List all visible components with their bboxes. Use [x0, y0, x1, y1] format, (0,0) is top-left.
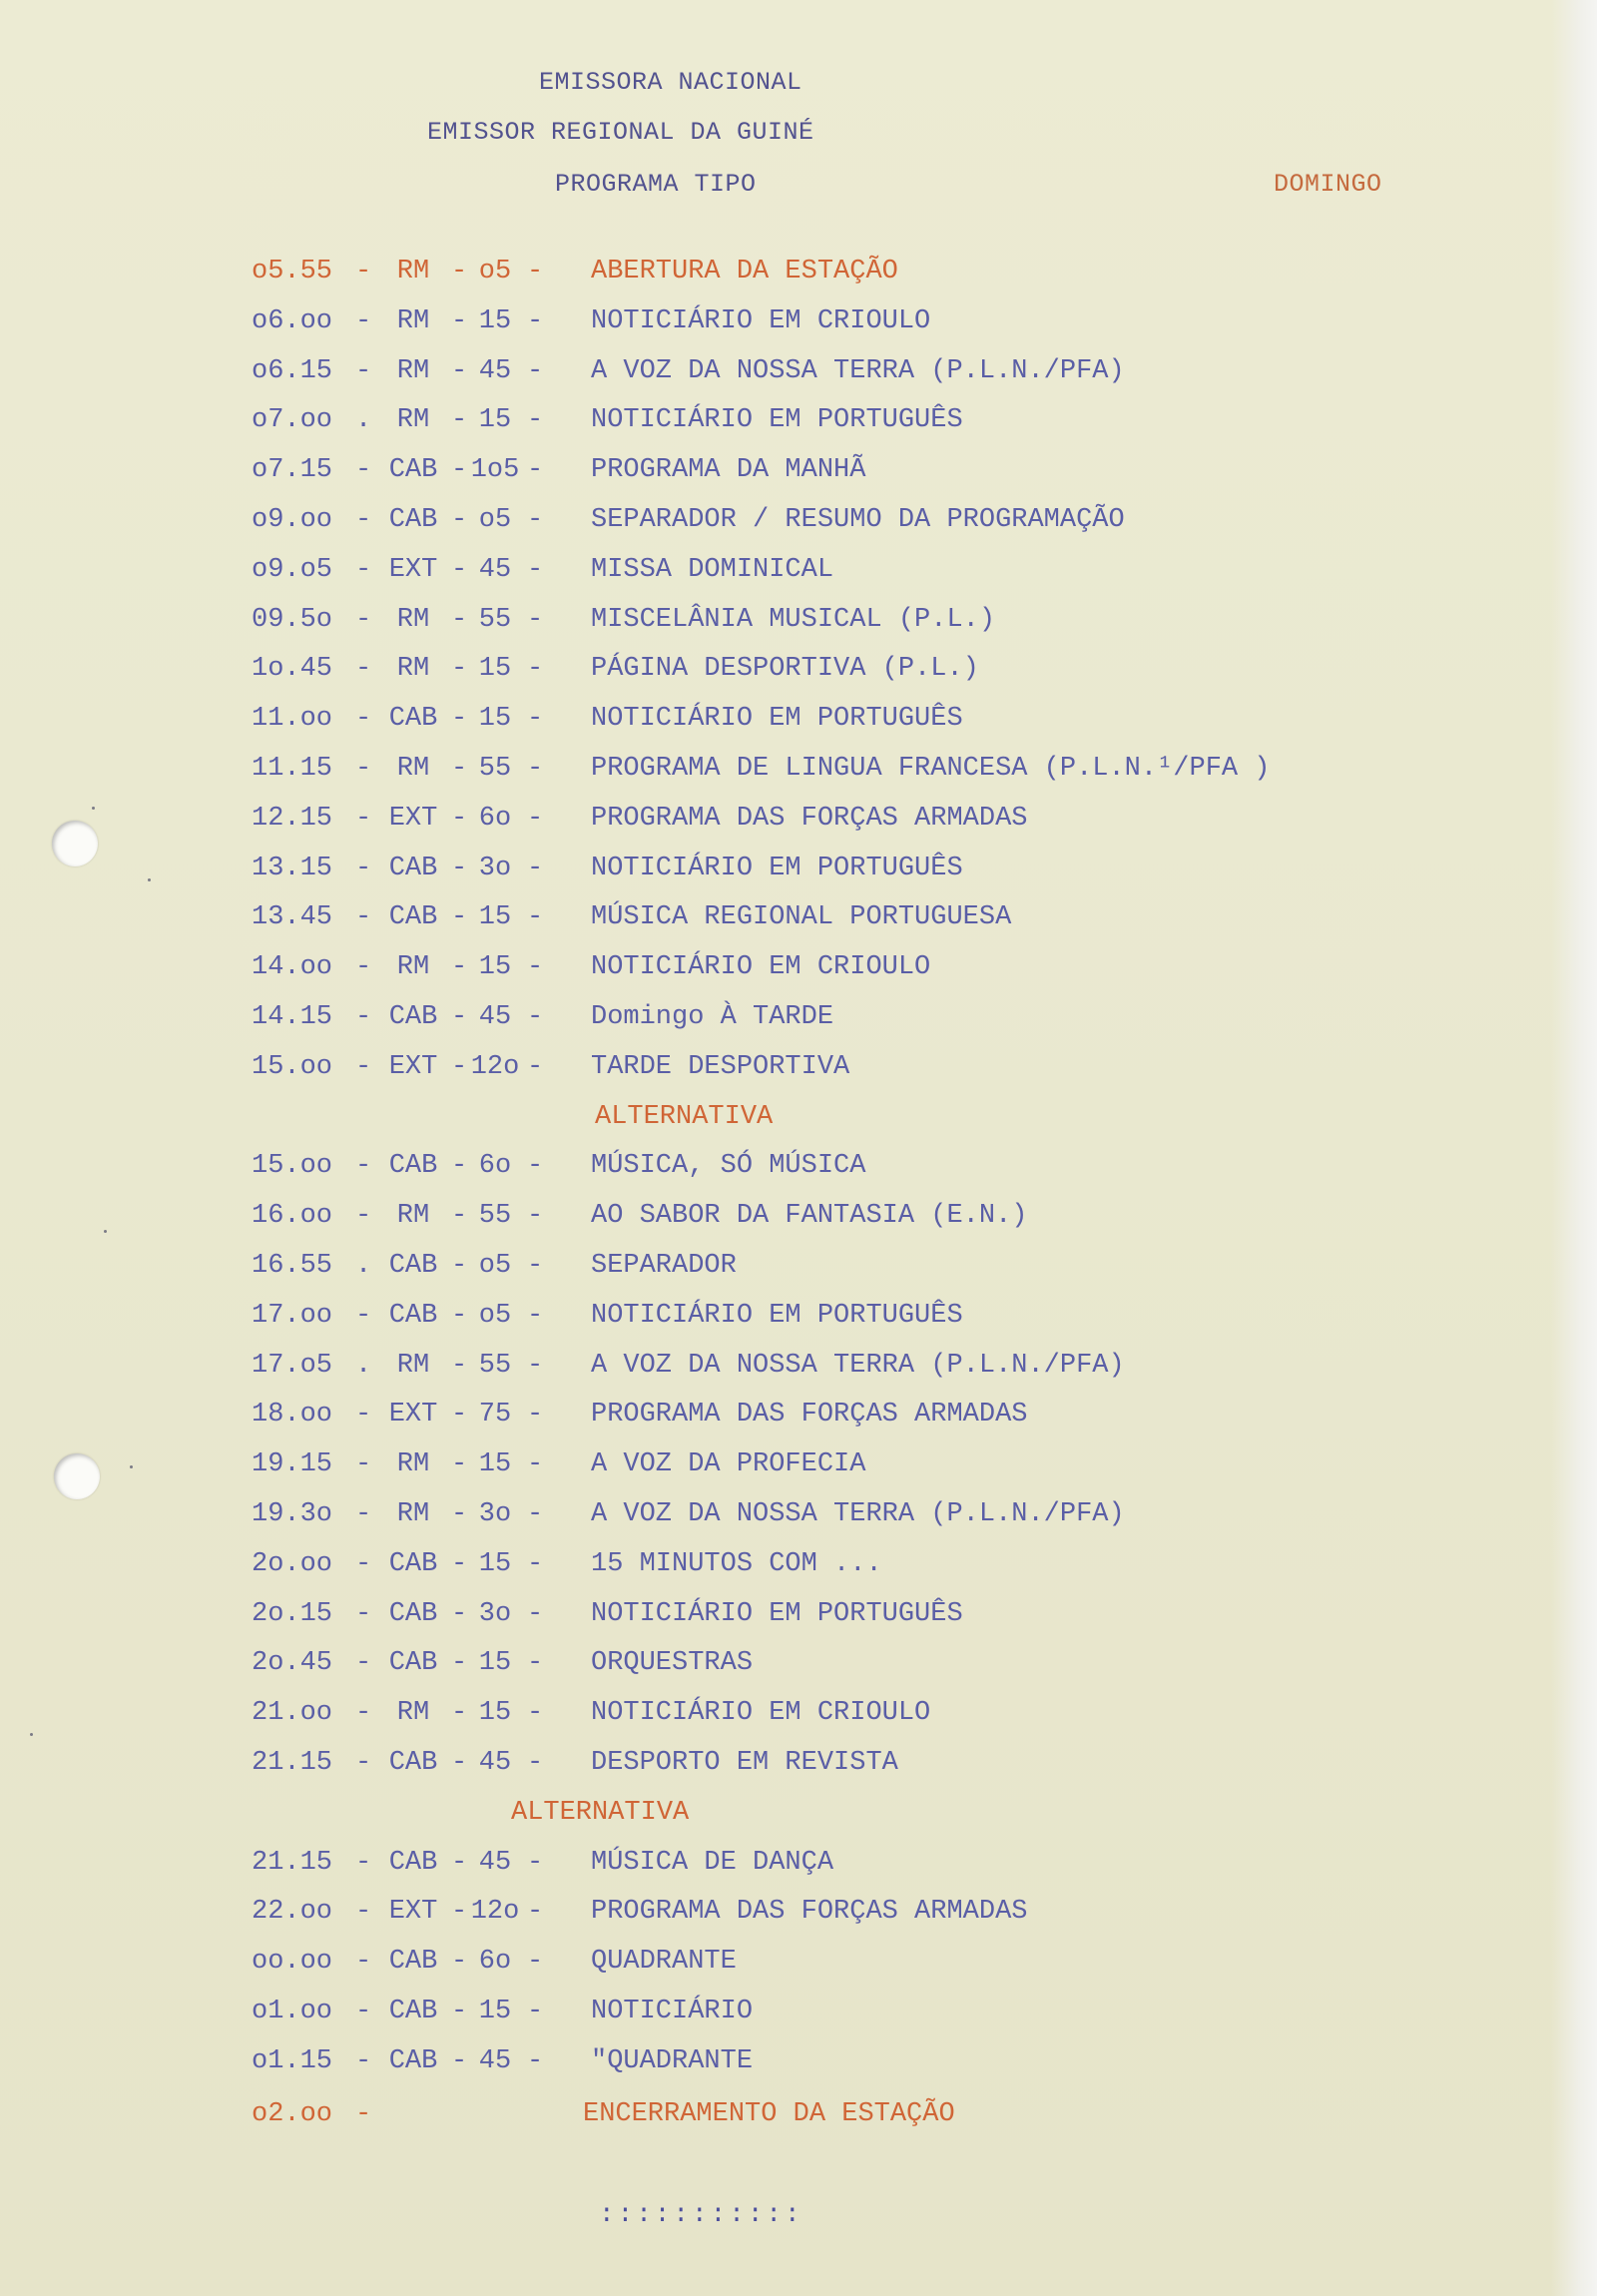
station-name: EMISSORA NACIONAL: [539, 68, 802, 97]
separator: -: [527, 902, 544, 932]
schedule-row: [252, 1444, 1409, 1484]
time-cell: o6.oo: [252, 306, 333, 336]
schedule-row: [252, 1892, 1409, 1932]
time-cell: 17.o5: [252, 1351, 333, 1381]
separator: -: [355, 1648, 372, 1678]
separator: -: [527, 1997, 544, 2026]
duration-cell: o5: [478, 1301, 512, 1331]
time-cell: 19.3o: [252, 1499, 333, 1529]
separator: -: [527, 854, 544, 883]
schedule-row: [252, 997, 1409, 1037]
separator: -: [527, 1947, 544, 1977]
separator: .: [355, 1251, 372, 1281]
separator: -: [527, 1549, 544, 1579]
separator: -: [527, 505, 544, 535]
schedule-row: [252, 1196, 1409, 1236]
program-title: MÚSICA, SÓ MÚSICA: [591, 1151, 866, 1181]
source-cell: CAB: [388, 1748, 438, 1778]
separator: -: [451, 1151, 468, 1181]
schedule-row: [252, 1643, 1409, 1683]
separator: -: [527, 356, 544, 386]
source-cell: CAB: [388, 902, 438, 932]
program-title: NOTICIÁRIO EM CRIOULO: [591, 952, 931, 982]
program-title: MÚSICA DE DANÇA: [591, 1848, 834, 1878]
source-cell: EXT: [388, 555, 438, 585]
separator: -: [451, 1897, 468, 1927]
separator: -: [527, 1151, 544, 1181]
day-label: DOMINGO: [1274, 170, 1382, 199]
program-title: TARDE DESPORTIVA: [591, 1052, 850, 1082]
separator: -: [355, 455, 372, 485]
duration-cell: 55: [478, 605, 512, 635]
separator: -: [451, 1201, 468, 1231]
separator: -: [527, 1897, 544, 1927]
ink-speck: [148, 878, 151, 881]
time-cell: 12.15: [252, 804, 333, 834]
source-cell: EXT: [388, 1897, 438, 1927]
separator: -: [355, 854, 372, 883]
time-cell: 11.oo: [252, 704, 333, 734]
source-cell: CAB: [388, 704, 438, 734]
duration-cell: 12o: [470, 1897, 520, 1927]
time-cell: 22.oo: [252, 1897, 333, 1927]
source-cell: RM: [396, 952, 430, 982]
separator: -: [355, 1897, 372, 1927]
program-title: Domingo À TARDE: [591, 1002, 834, 1032]
program-title: AO SABOR DA FANTASIA (E.N.): [591, 1201, 1028, 1231]
ink-speck: [130, 1465, 133, 1468]
schedule-row: [252, 699, 1409, 739]
source-cell: CAB: [388, 1997, 438, 2026]
program-title: PROGRAMA DA MANHÃ: [591, 455, 866, 485]
time-cell: 09.5o: [252, 605, 333, 635]
schedule-row: [252, 849, 1409, 888]
separator: -: [451, 952, 468, 982]
schedule-row: [252, 500, 1409, 540]
program-title: NOTICIÁRIO EM PORTUGUÊS: [591, 854, 963, 883]
separator: -: [527, 1449, 544, 1479]
schedule-row: [252, 1047, 1409, 1087]
time-cell: 13.15: [252, 854, 333, 883]
schedule-row: [252, 450, 1409, 490]
separator: -: [355, 1400, 372, 1430]
separator: -: [355, 257, 372, 287]
time-cell: 15.oo: [252, 1052, 333, 1082]
separator: -: [451, 804, 468, 834]
separator: -: [451, 1947, 468, 1977]
program-title: NOTICIÁRIO EM PORTUGUÊS: [591, 1301, 963, 1331]
time-cell: 17.oo: [252, 1301, 333, 1331]
duration-cell: 45: [478, 1848, 512, 1878]
schedule-row: [252, 1992, 1409, 2031]
schedule-row: [252, 799, 1409, 839]
schedule-row: [252, 947, 1409, 987]
separator: -: [527, 1748, 544, 1778]
program-title: NOTICIÁRIO EM PORTUGUÊS: [591, 1599, 963, 1629]
separator: -: [355, 505, 372, 535]
separator: -: [451, 405, 468, 435]
source-cell: CAB: [388, 854, 438, 883]
closing-title: ENCERRAMENTO DA ESTAÇÃO: [583, 2099, 955, 2129]
schedule-row: [252, 1494, 1409, 1534]
time-cell: o9.o5: [252, 555, 333, 585]
schedule-row: [252, 1743, 1409, 1783]
source-cell: CAB: [388, 1549, 438, 1579]
separator: -: [527, 754, 544, 784]
time-cell: o7.15: [252, 455, 333, 485]
time-cell: o6.15: [252, 356, 333, 386]
source-cell: RM: [396, 257, 430, 287]
duration-cell: 55: [478, 754, 512, 784]
source-cell: RM: [396, 1201, 430, 1231]
duration-cell: 75: [478, 1400, 512, 1430]
separator: -: [527, 2046, 544, 2076]
closing-time: o2.oo: [252, 2099, 333, 2129]
separator: -: [451, 1848, 468, 1878]
separator: -: [451, 1748, 468, 1778]
duration-cell: 12o: [470, 1052, 520, 1082]
duration-cell: o5: [478, 505, 512, 535]
duration-cell: 55: [478, 1201, 512, 1231]
separator: -: [451, 605, 468, 635]
alternativa-label: ALTERNATIVA: [511, 1798, 690, 1828]
separator: -: [355, 1449, 372, 1479]
duration-cell: 15: [478, 704, 512, 734]
schedule-row: [252, 1346, 1409, 1386]
schedule-row: [252, 1296, 1409, 1336]
source-cell: RM: [396, 306, 430, 336]
program-title: DESPORTO EM REVISTA: [591, 1748, 898, 1778]
duration-cell: 3o: [478, 854, 512, 883]
separator: -: [527, 257, 544, 287]
separator: -: [355, 1002, 372, 1032]
program-title: MISSA DOMINICAL: [591, 555, 834, 585]
program-title: NOTICIÁRIO EM CRIOULO: [591, 306, 931, 336]
separator: -: [451, 854, 468, 883]
punch-hole-lower: [54, 1453, 100, 1499]
separator: -: [355, 356, 372, 386]
separator: -: [451, 1549, 468, 1579]
separator: -: [451, 1449, 468, 1479]
source-cell: RM: [396, 1351, 430, 1381]
separator: -: [527, 555, 544, 585]
schedule-row: [252, 1395, 1409, 1435]
ink-speck: [104, 1230, 107, 1233]
separator: -: [527, 1698, 544, 1728]
separator: -: [451, 2046, 468, 2076]
separator: -: [451, 1400, 468, 1430]
separator: -: [451, 306, 468, 336]
program-title: MISCELÂNIA MUSICAL (P.L.): [591, 605, 996, 635]
program-title: ABERTURA DA ESTAÇÃO: [591, 257, 898, 287]
time-cell: 11.15: [252, 754, 333, 784]
separator: -: [527, 952, 544, 982]
program-title: A VOZ DA NOSSA TERRA (P.L.N./PFA): [591, 1351, 1125, 1381]
separator: -: [355, 754, 372, 784]
ink-speck: [92, 807, 95, 810]
schedule-row: [252, 1693, 1409, 1733]
regional-transmitter: EMISSOR REGIONAL DA GUINÉ: [427, 118, 814, 147]
schedule-row: [252, 649, 1409, 689]
schedule-row: [252, 600, 1409, 640]
separator: -: [355, 605, 372, 635]
duration-cell: 45: [478, 356, 512, 386]
time-cell: 2o.oo: [252, 1549, 333, 1579]
program-title: SEPARADOR / RESUMO DA PROGRAMAÇÃO: [591, 505, 1125, 535]
source-cell: CAB: [388, 1251, 438, 1281]
duration-cell: 15: [478, 952, 512, 982]
separator: -: [451, 704, 468, 734]
schedule-row: [252, 252, 1409, 291]
separator: -: [527, 654, 544, 684]
duration-cell: 15: [478, 1549, 512, 1579]
page-edge-shadow: [1551, 0, 1597, 2296]
source-cell: RM: [396, 1499, 430, 1529]
alternativa-label: ALTERNATIVA: [595, 1102, 774, 1132]
separator: -: [355, 2046, 372, 2076]
program-title: NOTICIÁRIO EM PORTUGUÊS: [591, 704, 963, 734]
separator: -: [527, 1400, 544, 1430]
schedule-row: [252, 1246, 1409, 1286]
schedule-row: [252, 1544, 1409, 1584]
separator: -: [355, 1499, 372, 1529]
separator: -: [527, 455, 544, 485]
schedule-row: [252, 1843, 1409, 1883]
separator: -: [355, 1848, 372, 1878]
separator: -: [527, 1499, 544, 1529]
separator: -: [451, 1997, 468, 2026]
separator: -: [451, 1052, 468, 1082]
program-title: PÁGINA DESPORTIVA (P.L.): [591, 654, 979, 684]
source-cell: CAB: [388, 1599, 438, 1629]
separator: -: [355, 952, 372, 982]
separator: -: [355, 306, 372, 336]
separator: -: [527, 1052, 544, 1082]
separator: .: [355, 405, 372, 435]
separator: -: [355, 1052, 372, 1082]
schedule-row: [252, 1146, 1409, 1186]
program-type-title: PROGRAMA TIPO: [555, 170, 757, 199]
separator: -: [451, 1002, 468, 1032]
separator: -: [451, 1499, 468, 1529]
separator: -: [451, 1698, 468, 1728]
schedule-row: [252, 1942, 1409, 1982]
separator: -: [451, 1301, 468, 1331]
duration-cell: 3o: [478, 1599, 512, 1629]
program-title: PROGRAMA DAS FORÇAS ARMADAS: [591, 1400, 1028, 1430]
time-cell: 2o.45: [252, 1648, 333, 1678]
time-cell: oo.oo: [252, 1947, 333, 1977]
time-cell: 1o.45: [252, 654, 333, 684]
separator: -: [451, 455, 468, 485]
separator: -: [355, 1301, 372, 1331]
duration-cell: 45: [478, 1002, 512, 1032]
source-cell: RM: [396, 605, 430, 635]
punch-hole-upper: [52, 821, 98, 866]
duration-cell: 15: [478, 405, 512, 435]
time-cell: 21.oo: [252, 1698, 333, 1728]
source-cell: CAB: [388, 1002, 438, 1032]
separator: -: [355, 804, 372, 834]
source-cell: CAB: [388, 2046, 438, 2076]
duration-cell: 15: [478, 1449, 512, 1479]
duration-cell: 45: [478, 1748, 512, 1778]
time-cell: 2o.15: [252, 1599, 333, 1629]
time-cell: o1.oo: [252, 1997, 333, 2026]
duration-cell: 3o: [478, 1499, 512, 1529]
time-cell: 18.oo: [252, 1400, 333, 1430]
time-cell: o9.oo: [252, 505, 333, 535]
separator: -: [355, 555, 372, 585]
schedule-row: [252, 1594, 1409, 1634]
source-cell: RM: [396, 1698, 430, 1728]
duration-cell: 6o: [478, 1947, 512, 1977]
duration-cell: 15: [478, 654, 512, 684]
program-title: "QUADRANTE: [591, 2046, 754, 2076]
separator: -: [451, 555, 468, 585]
source-cell: CAB: [388, 505, 438, 535]
duration-cell: 1o5: [470, 455, 520, 485]
duration-cell: 15: [478, 1648, 512, 1678]
time-cell: 16.55: [252, 1251, 333, 1281]
source-cell: CAB: [388, 1947, 438, 1977]
closing-separator: -: [355, 2099, 372, 2129]
program-title: PROGRAMA DE LINGUA FRANCESA (P.L.N.¹/PFA ): [591, 754, 1271, 784]
program-title: A VOZ DA NOSSA TERRA (P.L.N./PFA): [591, 356, 1125, 386]
separator: -: [527, 405, 544, 435]
source-cell: RM: [396, 1449, 430, 1479]
separator: -: [451, 902, 468, 932]
source-cell: RM: [396, 754, 430, 784]
separator: -: [451, 754, 468, 784]
separator: -: [527, 1201, 544, 1231]
duration-cell: 15: [478, 1997, 512, 2026]
separator: -: [527, 1251, 544, 1281]
time-cell: 13.45: [252, 902, 333, 932]
duration-cell: 6o: [478, 1151, 512, 1181]
time-cell: o7.oo: [252, 405, 333, 435]
separator: .: [355, 1351, 372, 1381]
separator: -: [451, 505, 468, 535]
separator: -: [527, 605, 544, 635]
ink-speck: [30, 1733, 33, 1736]
separator: -: [527, 1301, 544, 1331]
separator: -: [451, 356, 468, 386]
time-cell: 21.15: [252, 1848, 333, 1878]
separator: -: [355, 1201, 372, 1231]
source-cell: EXT: [388, 1052, 438, 1082]
separator: -: [527, 1599, 544, 1629]
separator: -: [527, 306, 544, 336]
schedule-row: [252, 400, 1409, 440]
separator: -: [355, 1997, 372, 2026]
separator: -: [355, 1698, 372, 1728]
source-cell: CAB: [388, 455, 438, 485]
separator: -: [355, 704, 372, 734]
separator: -: [527, 804, 544, 834]
program-title: ORQUESTRAS: [591, 1648, 754, 1678]
separator: -: [451, 1251, 468, 1281]
program-title: MÚSICA REGIONAL PORTUGUESA: [591, 902, 1012, 932]
duration-cell: 45: [478, 2046, 512, 2076]
program-title: NOTICIÁRIO EM PORTUGUÊS: [591, 405, 963, 435]
source-cell: RM: [396, 654, 430, 684]
program-title: 15 MINUTOS COM ...: [591, 1549, 882, 1579]
schedule-row: [252, 749, 1409, 789]
duration-cell: o5: [478, 1251, 512, 1281]
separator: -: [355, 654, 372, 684]
program-title: A VOZ DA NOSSA TERRA (P.L.N./PFA): [591, 1499, 1125, 1529]
duration-cell: o5: [478, 257, 512, 287]
source-cell: CAB: [388, 1301, 438, 1331]
source-cell: EXT: [388, 804, 438, 834]
time-cell: 14.15: [252, 1002, 333, 1032]
footer-dots: :::::::::::: [599, 2199, 803, 2229]
duration-cell: 15: [478, 306, 512, 336]
separator: -: [355, 1947, 372, 1977]
time-cell: 14.oo: [252, 952, 333, 982]
separator: -: [451, 1351, 468, 1381]
schedule-row: [252, 301, 1409, 341]
time-cell: 16.oo: [252, 1201, 333, 1231]
separator: -: [451, 654, 468, 684]
program-title: A VOZ DA PROFECIA: [591, 1449, 866, 1479]
source-cell: RM: [396, 405, 430, 435]
separator: -: [355, 902, 372, 932]
separator: -: [451, 1648, 468, 1678]
time-cell: o5.55: [252, 257, 333, 287]
schedule-row: [252, 2041, 1409, 2081]
separator: -: [527, 1648, 544, 1678]
duration-cell: 55: [478, 1351, 512, 1381]
duration-cell: 15: [478, 1698, 512, 1728]
separator: -: [527, 704, 544, 734]
program-title: NOTICIÁRIO EM CRIOULO: [591, 1698, 931, 1728]
separator: -: [527, 1002, 544, 1032]
separator: -: [527, 1351, 544, 1381]
program-title: SEPARADOR: [591, 1251, 737, 1281]
schedule-row: [252, 897, 1409, 937]
schedule-row: [252, 550, 1409, 590]
source-cell: CAB: [388, 1848, 438, 1878]
time-cell: 19.15: [252, 1449, 333, 1479]
time-cell: 21.15: [252, 1748, 333, 1778]
schedule-row: [252, 351, 1409, 391]
separator: -: [355, 1549, 372, 1579]
separator: -: [355, 1748, 372, 1778]
source-cell: CAB: [388, 1151, 438, 1181]
duration-cell: 6o: [478, 804, 512, 834]
program-title: PROGRAMA DAS FORÇAS ARMADAS: [591, 1897, 1028, 1927]
source-cell: EXT: [388, 1400, 438, 1430]
separator: -: [355, 1151, 372, 1181]
separator: -: [451, 1599, 468, 1629]
program-title: QUADRANTE: [591, 1947, 737, 1977]
source-cell: CAB: [388, 1648, 438, 1678]
time-cell: 15.oo: [252, 1151, 333, 1181]
program-title: NOTICIÁRIO: [591, 1997, 754, 2026]
program-title: PROGRAMA DAS FORÇAS ARMADAS: [591, 804, 1028, 834]
separator: -: [451, 257, 468, 287]
duration-cell: 45: [478, 555, 512, 585]
duration-cell: 15: [478, 902, 512, 932]
separator: -: [355, 1599, 372, 1629]
time-cell: o1.15: [252, 2046, 333, 2076]
source-cell: RM: [396, 356, 430, 386]
separator: -: [527, 1848, 544, 1878]
